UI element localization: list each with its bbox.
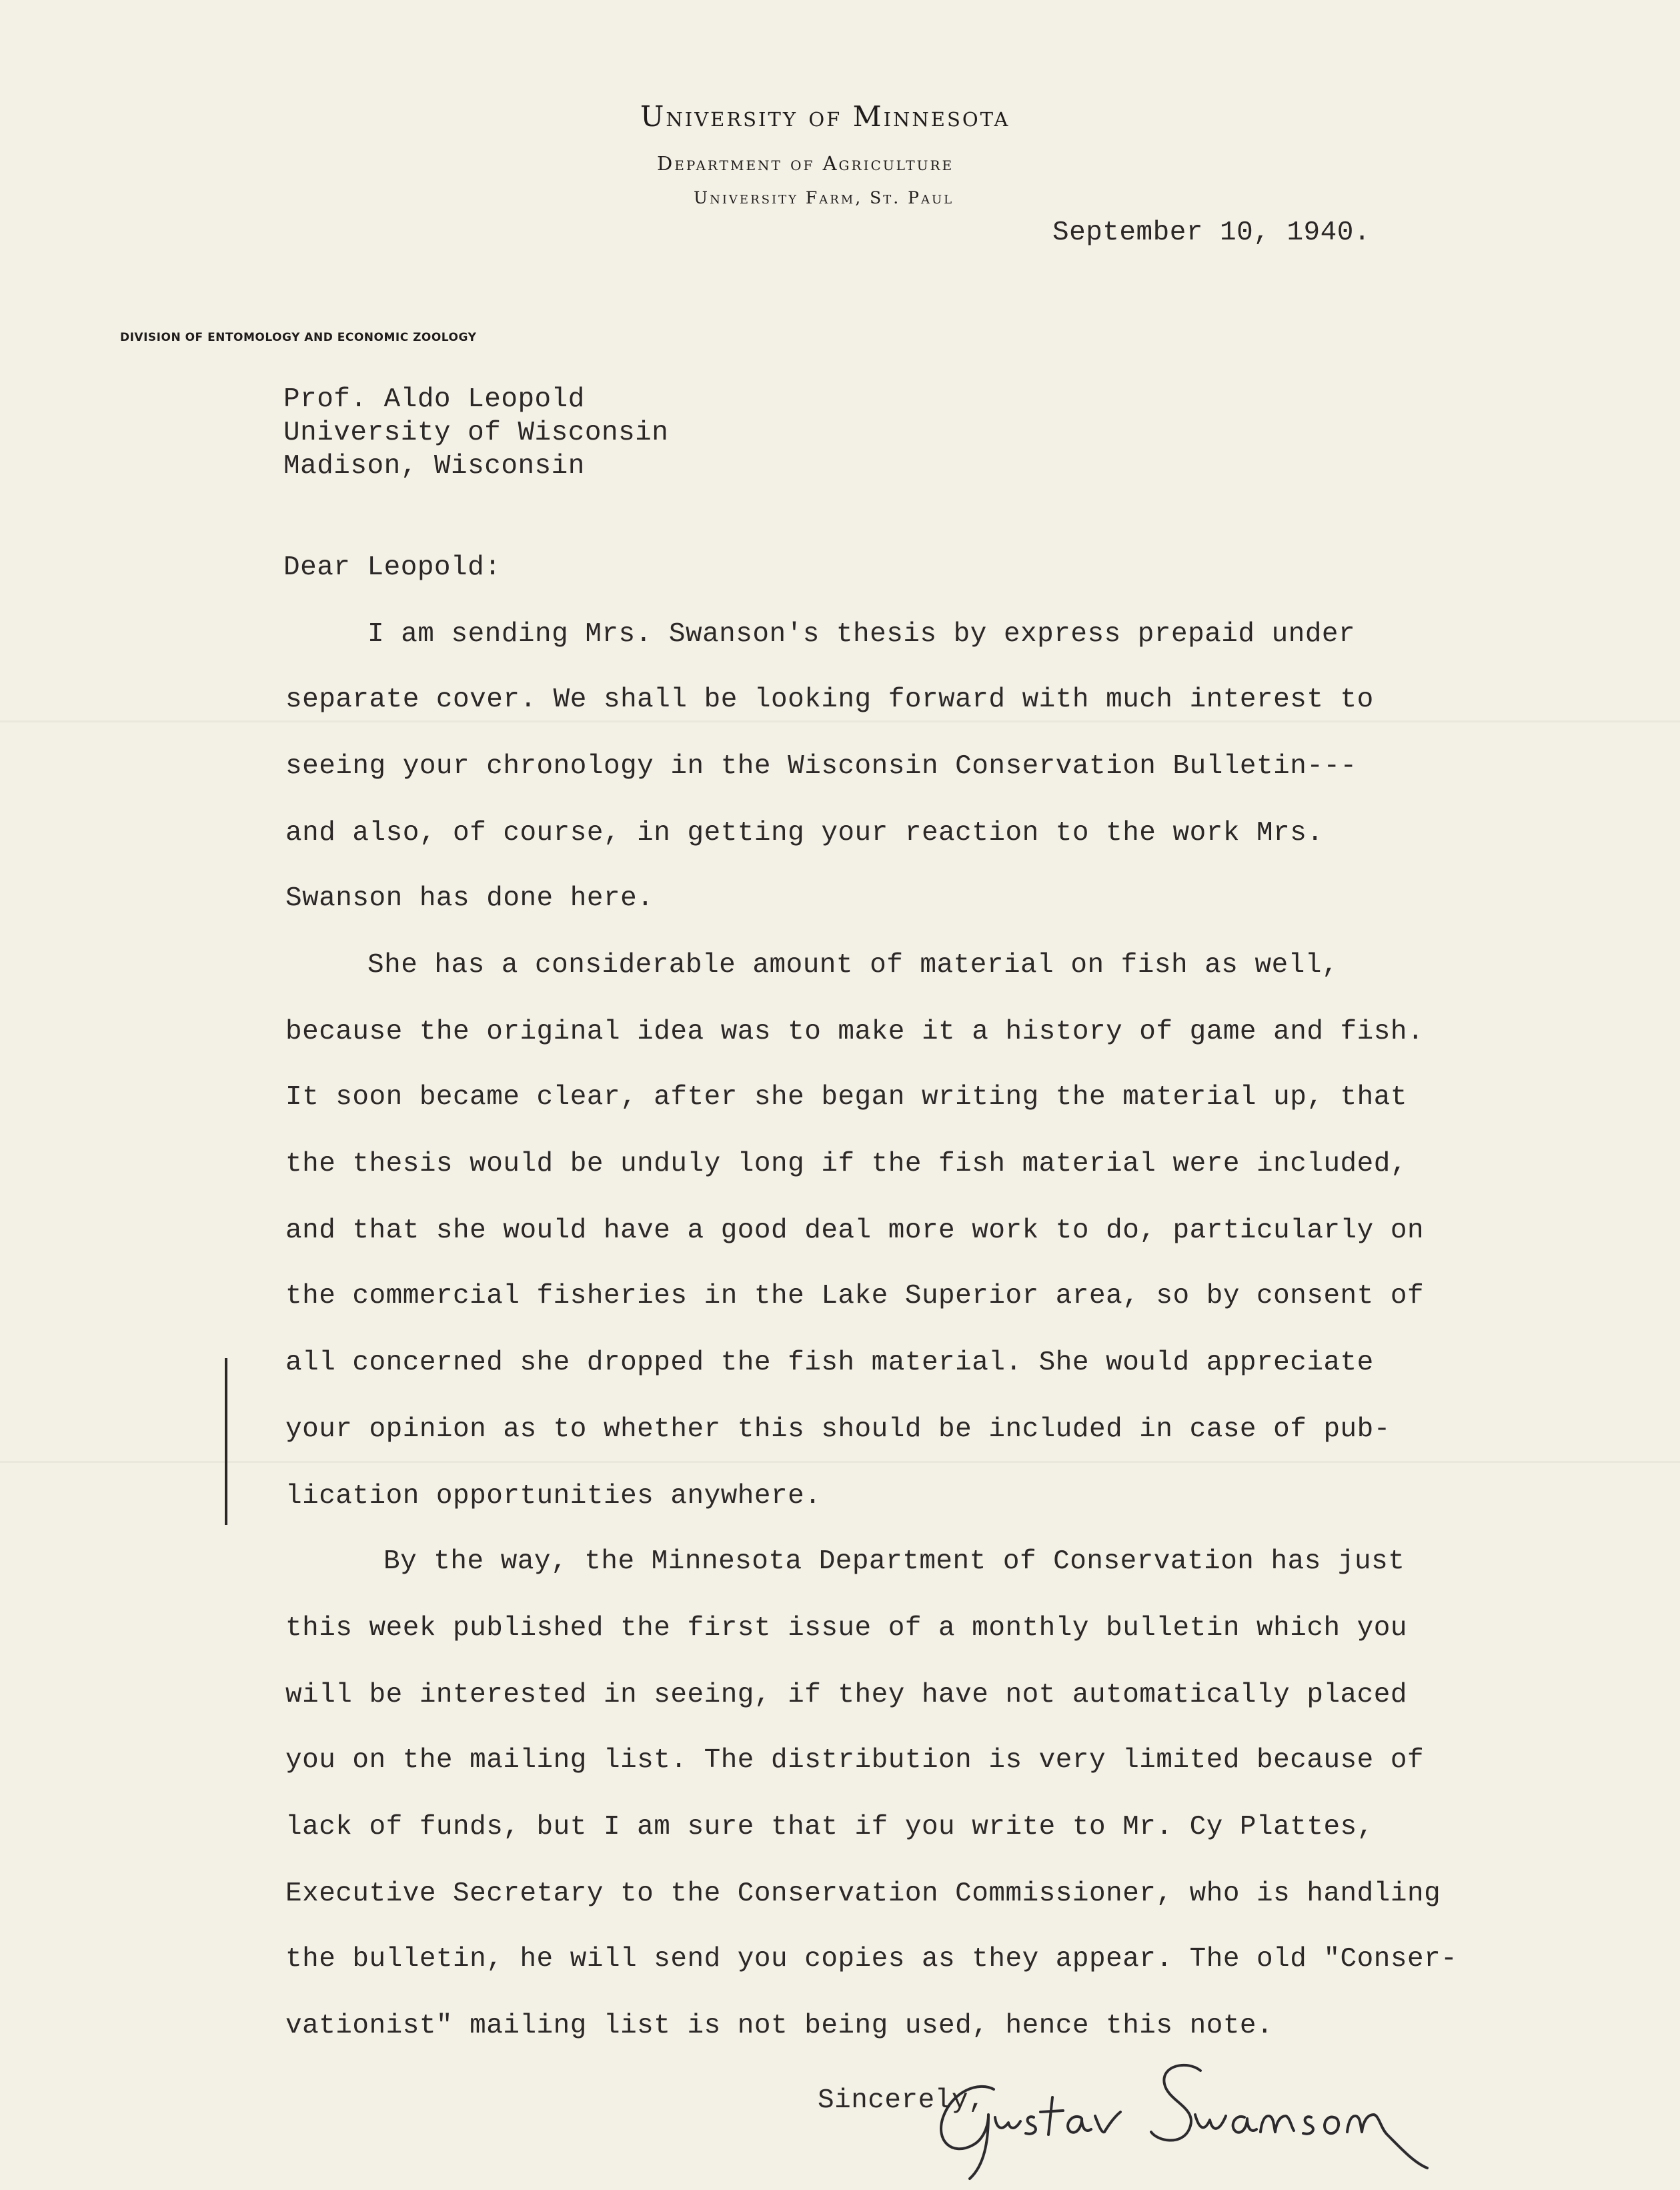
letterhead-division: DIVISION OF ENTOMOLOGY AND ECONOMIC ZOOLOGY [120,331,477,344]
body-line: the commercial fisheries in the Lake Superior area, so by consent of [285,1281,1425,1311]
letter-date: September 10, 1940. [1052,217,1371,248]
body-line: I am sending Mrs. Swanson's thesis by express prepaid under [367,619,1356,650]
body-line: will be interested in seeing, if they have not automatically placed [285,1680,1407,1710]
body-line: because the original idea was to make it a history of game and fish. [285,1017,1425,1047]
body-line: lication opportunities anywhere. [285,1481,822,1512]
body-line: you on the mailing list. The distribution is very limited because of [285,1745,1425,1776]
body-line: and that she would have a good deal more work to do, particularly on [285,1215,1425,1246]
body-line: She has a considerable amount of material on fish as well, [367,950,1339,981]
closing: Sincerely, [818,2085,986,2116]
body-line: and also, of course, in getting your reaction to the work Mrs. [285,818,1324,849]
body-line: the bulletin, he will send you copies as they appear. The old "Conser- [285,1944,1458,1975]
body-line: all concerned she dropped the fish material. She would appreciate [285,1347,1374,1378]
recipient-line: Madison, Wisconsin [283,451,585,482]
body-line: the thesis would be unduly long if the fish material were included, [285,1149,1407,1179]
recipient-line: University of Wisconsin [283,418,669,448]
body-line: your opinion as to whether this should be included in case of pub- [285,1414,1391,1445]
margin-mark [225,1358,227,1525]
body-line: separate cover. We shall be looking forward with much interest to [285,684,1374,715]
paper-fold [0,1461,1680,1463]
body-line: Executive Secretary to the Conservation Commissioner, who is handling [285,1878,1441,1909]
body-line: lack of funds, but I am sure that if you write to Mr. Cy Plattes, [285,1812,1374,1842]
letterhead-location: University Farm, St. Paul [694,188,954,207]
body-line: this week published the first issue of a monthly bulletin which you [285,1613,1407,1644]
body-line: By the way, the Minnesota Department of Conservation has just [383,1546,1405,1577]
handwritten-signature [920,2048,1474,2181]
letterhead-department: Department of Agriculture [657,152,954,175]
letterhead-university: University of Minnesota [640,100,1010,133]
body-line: Swanson has done here. [285,883,654,914]
salutation: Dear Leopold: [283,552,502,583]
paper-fold [0,720,1680,722]
body-line: It soon became clear, after she began writing the material up, that [285,1082,1407,1113]
recipient-line: Prof. Aldo Leopold [283,384,585,415]
body-line: vationist" mailing list is not being used, hence this note. [285,2011,1274,2041]
body-line: seeing your chronology in the Wisconsin Conservation Bulletin--- [285,751,1357,782]
